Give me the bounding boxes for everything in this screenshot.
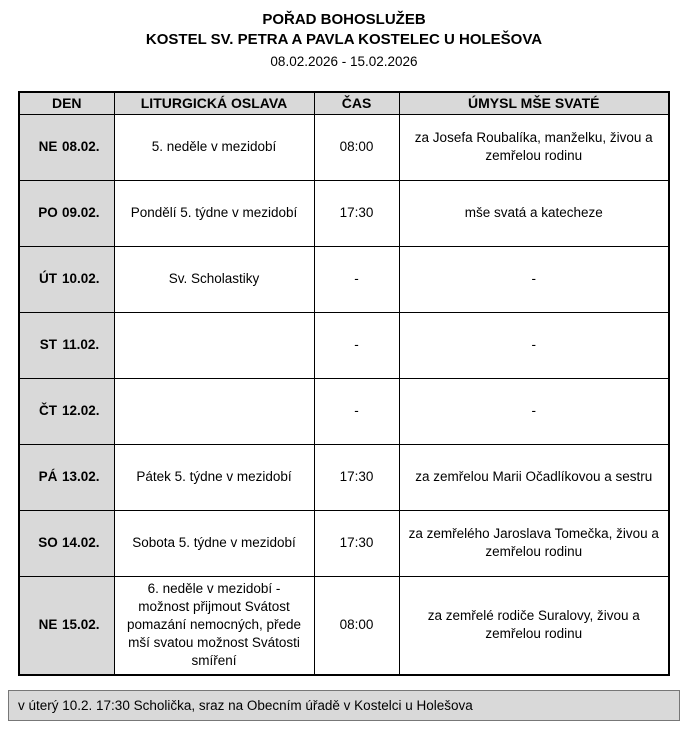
- cell-den: [19, 444, 114, 510]
- column-header: ČAS: [314, 92, 399, 114]
- cell-liturgicka-oslava: 6. neděle v mezidobí - možnost přijmout Svátost pomazání nemocných, přede mší svatou možnost Svátosti smíření: [114, 576, 314, 675]
- table-row: [19, 510, 669, 576]
- date-label: 09.02.: [61, 204, 100, 220]
- cell-cas: -: [314, 246, 399, 312]
- date-label: 14.02.: [61, 534, 100, 550]
- cell-umysl: -: [399, 246, 669, 312]
- schedule-table-body: [19, 114, 669, 675]
- schedule-table: [18, 91, 670, 676]
- document-header: [0, 0, 688, 69]
- cell-liturgicka-oslava: Pondělí 5. týdne v mezidobí: [114, 180, 314, 246]
- cell-liturgicka-oslava: Sobota 5. týdne v mezidobí: [114, 510, 314, 576]
- cell-umysl: -: [399, 378, 669, 444]
- cell-den: [19, 378, 114, 444]
- column-header: ÚMYSL MŠE SVATÉ: [399, 92, 669, 114]
- cell-liturgicka-oslava: Pátek 5. týdne v mezidobí: [114, 444, 314, 510]
- cell-umysl: -: [399, 312, 669, 378]
- date-label: 13.02.: [61, 468, 100, 484]
- day-label: PO: [38, 204, 58, 220]
- cell-den: [19, 246, 114, 312]
- page-title: POŘAD BOHOSLUŽEB: [262, 11, 426, 28]
- table-row: [19, 246, 669, 312]
- cell-umysl: za Josefa Roubalíka, manželku, živou a zemřelou rodinu: [399, 114, 669, 180]
- cell-umysl: mše svatá a katecheze: [399, 180, 669, 246]
- day-label: PÁ: [38, 468, 58, 484]
- table-row: [19, 180, 669, 246]
- cell-liturgicka-oslava: [114, 378, 314, 444]
- cell-cas: 08:00: [314, 576, 399, 675]
- cell-den: [19, 510, 114, 576]
- day-label: NE: [38, 616, 58, 632]
- cell-den: [19, 114, 114, 180]
- date-label: 15.02.: [61, 616, 100, 632]
- day-label: ST: [39, 336, 57, 352]
- day-label: ČT: [38, 402, 57, 418]
- cell-cas: -: [314, 312, 399, 378]
- day-label: SO: [38, 534, 58, 550]
- cell-den: [19, 312, 114, 378]
- day-label: NE: [38, 138, 58, 154]
- date-label: 10.02.: [61, 270, 100, 286]
- cell-umysl: za zemřelého Jaroslava Tomečka, živou a zemřelou rodinu: [399, 510, 669, 576]
- cell-liturgicka-oslava: 5. neděle v mezidobí: [114, 114, 314, 180]
- cell-cas: 08:00: [314, 114, 399, 180]
- day-label: ÚT: [38, 270, 57, 286]
- table-row: [19, 312, 669, 378]
- date-label: 12.02.: [61, 402, 100, 418]
- cell-cas: 17:30: [314, 444, 399, 510]
- table-row: [19, 576, 669, 675]
- cell-den: [19, 180, 114, 246]
- table-row: [19, 444, 669, 510]
- cell-liturgicka-oslava: [114, 312, 314, 378]
- date-label: 08.02.: [61, 138, 100, 154]
- cell-umysl: za zemřelou Marii Očadlíkovou a sestru: [399, 444, 669, 510]
- cell-umysl: za zemřelé rodiče Suralovy, živou a zemřelou rodinu: [399, 576, 669, 675]
- table-row: [19, 114, 669, 180]
- column-header: LITURGICKÁ OSLAVA: [114, 92, 314, 114]
- cell-cas: 17:30: [314, 180, 399, 246]
- cell-cas: -: [314, 378, 399, 444]
- table-header-row: [19, 92, 669, 114]
- footer-note: v úterý 10.2. 17:30 Scholička, sraz na Obecním úřadě v Kostelci u Holešova: [8, 690, 680, 721]
- column-header: DEN: [19, 92, 114, 114]
- table-row: [19, 378, 669, 444]
- cell-den: [19, 576, 114, 675]
- date-range: 08.02.2026 - 15.02.2026: [270, 54, 418, 69]
- date-label: 11.02.: [62, 336, 100, 352]
- cell-liturgicka-oslava: Sv. Scholastiky: [114, 246, 314, 312]
- church-name: KOSTEL SV. PETRA A PAVLA KOSTELEC U HOLEŠOVA: [145, 30, 543, 48]
- cell-cas: 17:30: [314, 510, 399, 576]
